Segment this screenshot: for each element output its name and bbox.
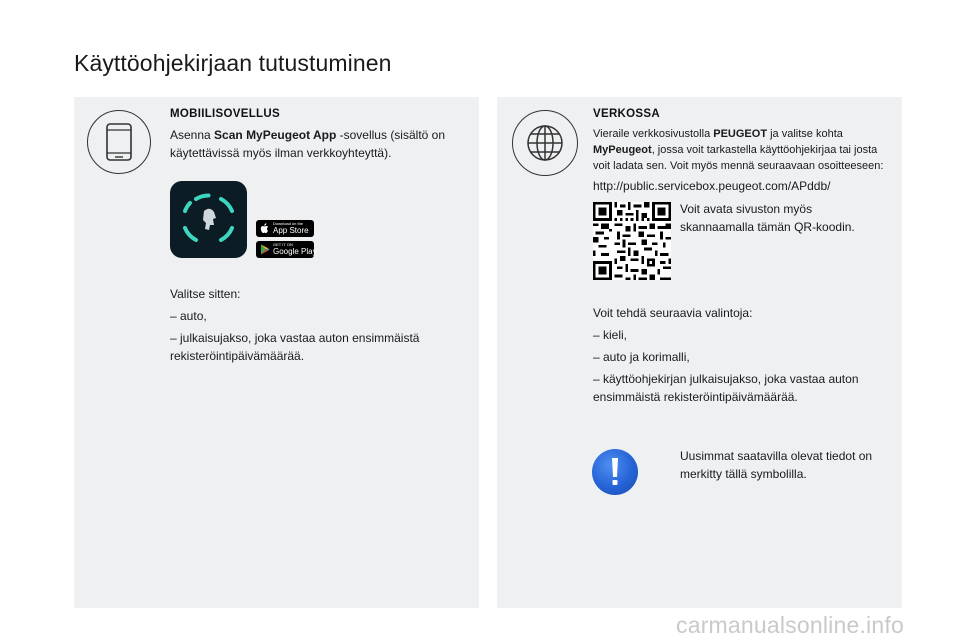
options-intro: Voit tehdä seuraavia valintoja: xyxy=(593,306,753,320)
watermark: carmanualsonline.info xyxy=(676,612,904,638)
list-item-continued: rekisteröintipäivämäärää. xyxy=(170,349,305,363)
qr-text: Voit avata sivuston myös skannaamalla tämän QR-koodin. xyxy=(680,202,855,234)
web-panel xyxy=(497,97,902,608)
app-name: Scan MyPeugeot App xyxy=(214,128,337,142)
list-item: – auto ja korimalli, xyxy=(593,350,690,364)
smartphone-icon xyxy=(87,110,151,174)
web-heading: VERKOSSA xyxy=(593,108,660,120)
qr-code[interactable] xyxy=(593,202,671,280)
options-list xyxy=(593,304,898,406)
google-play-badge[interactable] xyxy=(256,241,317,258)
list-item: – auto, xyxy=(170,309,207,323)
mobile-heading: MOBIILISOVELLUS xyxy=(170,108,280,120)
globe-icon xyxy=(512,110,578,176)
app-store-small: Download on the xyxy=(273,221,304,226)
brand-name: PEUGEOT xyxy=(713,128,768,140)
note-text: Uusimmat saatavilla olevat tiedot on merkitty tällä symbolilla. xyxy=(680,449,873,481)
list-item-continued: ensimmäistä rekisteröintipäivämäärää. xyxy=(593,390,798,404)
app-store-big: App Store xyxy=(273,226,309,235)
mobile-app-panel xyxy=(74,97,479,608)
choose-intro: Valitse sitten: xyxy=(170,287,241,301)
visit-text: Vieraile verkkosivustolla PEUGEOT ja valitse kohta MyPeugeot, jossa voit tarkastella käyttöohjekirjaa tai josta voit ladata sen. Voit myös mennä seuraavaan osoitteeseen: xyxy=(593,128,884,172)
list-item: – julkaisujakso, joka vastaa auton ensimmäistä xyxy=(170,331,420,345)
google-play-big: Google Play xyxy=(273,247,317,256)
app-store-badge[interactable] xyxy=(256,220,314,237)
choose-list xyxy=(170,285,470,365)
url-link[interactable]: http://public.servicebox.peugeot.com/APddb/ xyxy=(593,179,831,193)
page-title: Käyttöohjekirjaan tutustuminen xyxy=(74,50,392,76)
scan-mypeugeot-app-icon[interactable] xyxy=(170,181,247,258)
list-item: – kieli, xyxy=(593,328,628,342)
mypeugeot-label: MyPeugeot xyxy=(593,144,652,156)
install-text: Asenna Scan MyPeugeot App -sovellus (sisältö on käytettävissä myös ilman verkkoyhteyttä). xyxy=(170,128,446,160)
exclamation-icon xyxy=(592,449,638,495)
google-play-small: GET IT ON xyxy=(273,242,293,247)
apple-icon xyxy=(260,223,270,234)
google-play-icon xyxy=(260,244,270,255)
list-item: – käyttöohjekirjan julkaisujakso, joka vastaa auton xyxy=(593,372,859,386)
